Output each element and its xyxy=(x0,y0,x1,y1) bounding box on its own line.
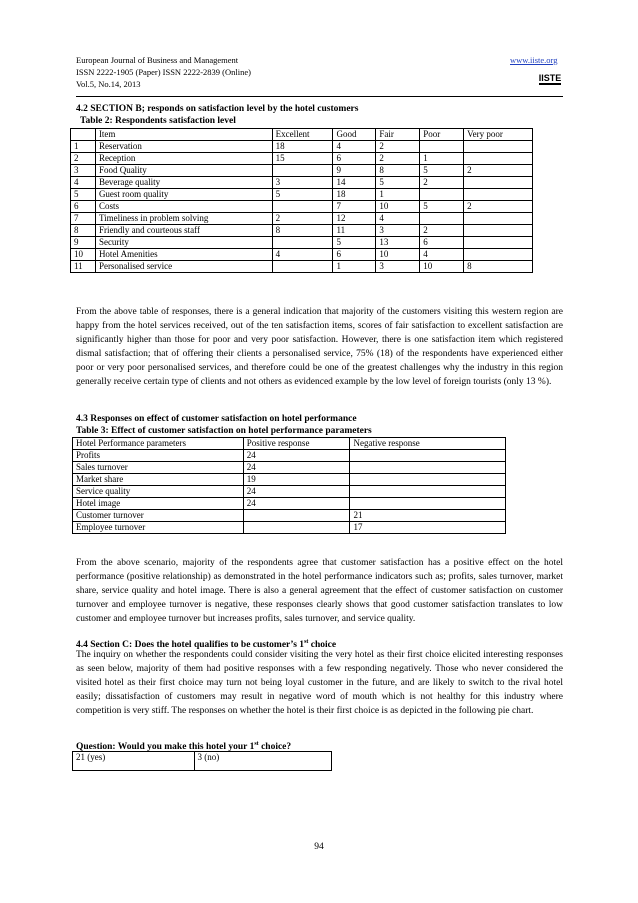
col-header: Item xyxy=(95,129,272,141)
table-cell xyxy=(420,213,464,225)
satisfaction-table-body xyxy=(71,141,533,273)
table-cell: Hotel Amenities xyxy=(95,249,272,261)
table-cell xyxy=(272,261,333,273)
performance-row xyxy=(73,450,506,462)
answer-yes: 21 (yes) xyxy=(73,752,195,771)
table-header-row xyxy=(71,129,533,141)
table-cell: 2 xyxy=(376,141,420,153)
table-cell: Food Quality xyxy=(95,165,272,177)
table-cell: 9 xyxy=(71,237,96,249)
table-cell: 14 xyxy=(333,177,376,189)
table-cell: 8 xyxy=(71,225,96,237)
section-c-heading-sup: st xyxy=(304,639,309,645)
table-cell: 24 xyxy=(243,498,350,510)
table-cell: 24 xyxy=(243,462,350,474)
table-cell: 8 xyxy=(464,261,533,273)
table-cell: 5 xyxy=(420,201,464,213)
table-cell: 1 xyxy=(420,153,464,165)
satisfaction-row xyxy=(71,225,533,237)
table-cell: 13 xyxy=(376,237,420,249)
answer-row xyxy=(73,752,332,771)
answer-no: 3 (no) xyxy=(194,752,331,771)
table-cell: 4 xyxy=(333,141,376,153)
section-43-paragraph: From the above scenario, majority of the respondents agree that customer satisfaction has a positive effect on the hotel performance (positive relationship) as demonstrated in the hotel performance indicators such as; profits, sales turnover, market share, service quality and hotel image. There is also a general agreement that the effect of customer satisfaction on customer turnover and employee turnover is negative, these responses clearly shows that good customer satisfaction translates to low customer and employee turnover but increases profits, sales turnover, and service quality. xyxy=(76,558,563,624)
question-text: Question: Would you make this hotel your 1 xyxy=(76,742,255,753)
question-end: choice? xyxy=(258,742,292,753)
performance-row xyxy=(73,486,506,498)
journal-url-link[interactable]: www.iiste.org xyxy=(510,55,558,65)
satisfaction-row xyxy=(71,177,533,189)
table-cell: 10 xyxy=(420,261,464,273)
section-c-heading-text: 4.4 Section C: Does the hotel qualifies to be customer’s 1 xyxy=(76,640,305,651)
table-cell: 6 xyxy=(333,249,376,261)
table-header-row xyxy=(73,438,506,450)
table-cell: 6 xyxy=(333,153,376,165)
table-cell: 18 xyxy=(272,141,333,153)
table-cell xyxy=(464,189,533,201)
performance-table-body xyxy=(73,450,506,534)
table-cell: 3 xyxy=(376,261,420,273)
journal-volume: Vol.5, No.14, 2013 xyxy=(76,79,141,89)
table-cell: Beverage quality xyxy=(95,177,272,189)
satisfaction-row xyxy=(71,237,533,249)
table-cell: Employee turnover xyxy=(73,522,244,534)
satisfaction-row xyxy=(71,261,533,273)
table-cell xyxy=(350,450,506,462)
table-cell: 4 xyxy=(420,249,464,261)
table-cell: Timeliness in problem solving xyxy=(95,213,272,225)
table-cell: 2 xyxy=(376,153,420,165)
table-cell: Customer turnover xyxy=(73,510,244,522)
table-cell xyxy=(464,225,533,237)
table-cell: 5 xyxy=(272,189,333,201)
table-cell: 1 xyxy=(71,141,96,153)
iiste-logo xyxy=(537,65,563,87)
table-cell: 5 xyxy=(420,165,464,177)
table-cell: 2 xyxy=(272,213,333,225)
col-header: Poor xyxy=(420,129,464,141)
satisfaction-row xyxy=(71,213,533,225)
table-cell: 2 xyxy=(464,201,533,213)
table-cell: 10 xyxy=(376,249,420,261)
table-cell xyxy=(350,498,506,510)
table-cell: Personalised service xyxy=(95,261,272,273)
col-header: Positive response xyxy=(243,438,350,450)
satisfaction-row xyxy=(71,141,533,153)
col-header: Excellent xyxy=(272,129,333,141)
answer-table xyxy=(72,751,332,771)
page-number: 94 xyxy=(314,842,324,852)
table-cell: 11 xyxy=(333,225,376,237)
table-cell: 5 xyxy=(333,237,376,249)
table-cell: Market share xyxy=(73,474,244,486)
table-2-caption: Table 2: Respondents satisfaction level xyxy=(80,116,236,126)
col-header: Negative response xyxy=(350,438,506,450)
table-cell: 5 xyxy=(71,189,96,201)
performance-table xyxy=(72,437,506,534)
table-cell xyxy=(272,201,333,213)
table-cell xyxy=(272,165,333,177)
table-cell: Friendly and courteous staff xyxy=(95,225,272,237)
table-cell xyxy=(350,474,506,486)
col-header: Good xyxy=(333,129,376,141)
table-cell: 18 xyxy=(333,189,376,201)
table-cell xyxy=(464,249,533,261)
table-cell: Security xyxy=(95,237,272,249)
performance-row xyxy=(73,522,506,534)
table-cell: 17 xyxy=(350,522,506,534)
table-cell xyxy=(464,153,533,165)
table-cell xyxy=(243,522,350,534)
table-cell: Reservation xyxy=(95,141,272,153)
table-cell: 1 xyxy=(376,189,420,201)
col-header: Fair xyxy=(376,129,420,141)
journal-name: European Journal of Business and Management xyxy=(76,55,239,65)
table-cell: 7 xyxy=(71,213,96,225)
table-cell: 4 xyxy=(71,177,96,189)
performance-row xyxy=(73,474,506,486)
table-cell: 19 xyxy=(243,474,350,486)
table-cell: 6 xyxy=(71,201,96,213)
table-cell: Reception xyxy=(95,153,272,165)
table-cell xyxy=(243,510,350,522)
satisfaction-row xyxy=(71,249,533,261)
table-cell: 12 xyxy=(333,213,376,225)
section-c-heading-end: choice xyxy=(308,640,337,651)
satisfaction-table xyxy=(70,128,533,273)
table-cell: 3 xyxy=(71,165,96,177)
table-cell xyxy=(350,486,506,498)
header-divider xyxy=(76,96,563,97)
table-cell: 21 xyxy=(350,510,506,522)
table-cell xyxy=(464,237,533,249)
table-cell: 10 xyxy=(376,201,420,213)
satisfaction-row xyxy=(71,201,533,213)
table-cell xyxy=(420,141,464,153)
section-b-paragraph: From the above table of responses, there is a general indication that majority of the customers visiting this western region are happy from the hotel services received, out of the ten satisfaction items, scores of fair satisfaction to excellent satisfaction are significantly higher than those for poor and very poor satisfaction. However, there is one satisfaction item which registered dismal satisfaction; that of offering their clients a personalised service, 75% (18) of the respondents have experienced either poor or very poor personalised services, and therefore could be one of the greatest challenges why the industry in this region generally receive certain type of clients and not others as evidenced example by the low level of foreign tourists (only 13 %). xyxy=(76,307,563,387)
section-c-paragraph: The inquiry on whether the respondents could consider visiting the very hotel as their first choice elicited interesting responses as seen below, majority of them had positive responses with a few responding negatively. Those who never considered the visited hotel as their first choice may turn not being loyal customer in the future, and are likely to switch to the rival hotel easily; dissatisfaction of customers may result in negative word of mouth which is not healthy for this industry where competition is very stiff. The responses on whether the hotel is their first choice is as depicted in the following pie chart. xyxy=(76,650,563,716)
table-cell: 8 xyxy=(376,165,420,177)
performance-row xyxy=(73,498,506,510)
table-cell xyxy=(420,189,464,201)
table-cell xyxy=(464,213,533,225)
col-header: Very poor xyxy=(464,129,533,141)
journal-issn: ISSN 2222-1905 (Paper) ISSN 2222-2839 (Online) xyxy=(76,67,251,77)
table-cell xyxy=(350,462,506,474)
table-cell: Profits xyxy=(73,450,244,462)
table-cell: 8 xyxy=(272,225,333,237)
performance-row xyxy=(73,462,506,474)
performance-row xyxy=(73,510,506,522)
section-b-heading: 4.2 SECTION B; responds on satisfaction level by the hotel customers xyxy=(76,104,359,114)
table-3-caption: Table 3: Effect of customer satisfaction on hotel performance parameters xyxy=(76,426,372,436)
table-cell: Costs xyxy=(95,201,272,213)
table-cell: 3 xyxy=(376,225,420,237)
table-cell xyxy=(272,237,333,249)
col-header: Hotel Performance parameters xyxy=(73,438,244,450)
table-cell: Sales turnover xyxy=(73,462,244,474)
table-cell: 2 xyxy=(71,153,96,165)
table-cell: 24 xyxy=(243,450,350,462)
table-cell: 2 xyxy=(464,165,533,177)
table-cell: 24 xyxy=(243,486,350,498)
table-cell xyxy=(464,177,533,189)
table-cell: 11 xyxy=(71,261,96,273)
table-cell: 4 xyxy=(272,249,333,261)
table-cell: 5 xyxy=(376,177,420,189)
table-cell: 6 xyxy=(420,237,464,249)
col-header xyxy=(71,129,96,141)
table-cell: Service quality xyxy=(73,486,244,498)
satisfaction-row xyxy=(71,153,533,165)
table-cell: 15 xyxy=(272,153,333,165)
svg-text:IISTE: IISTE xyxy=(538,73,562,83)
table-cell: 10 xyxy=(71,249,96,261)
question-sup: st xyxy=(254,741,259,747)
table-cell: 3 xyxy=(272,177,333,189)
table-cell xyxy=(464,141,533,153)
table-cell: Hotel image xyxy=(73,498,244,510)
table-cell: 2 xyxy=(420,225,464,237)
table-cell: 7 xyxy=(333,201,376,213)
table-cell: 1 xyxy=(333,261,376,273)
table-cell: Guest room quality xyxy=(95,189,272,201)
satisfaction-row xyxy=(71,189,533,201)
section-43-heading: 4.3 Responses on effect of customer satisfaction on hotel performance xyxy=(76,414,357,424)
table-cell: 4 xyxy=(376,213,420,225)
table-cell: 9 xyxy=(333,165,376,177)
table-cell: 2 xyxy=(420,177,464,189)
satisfaction-row xyxy=(71,165,533,177)
